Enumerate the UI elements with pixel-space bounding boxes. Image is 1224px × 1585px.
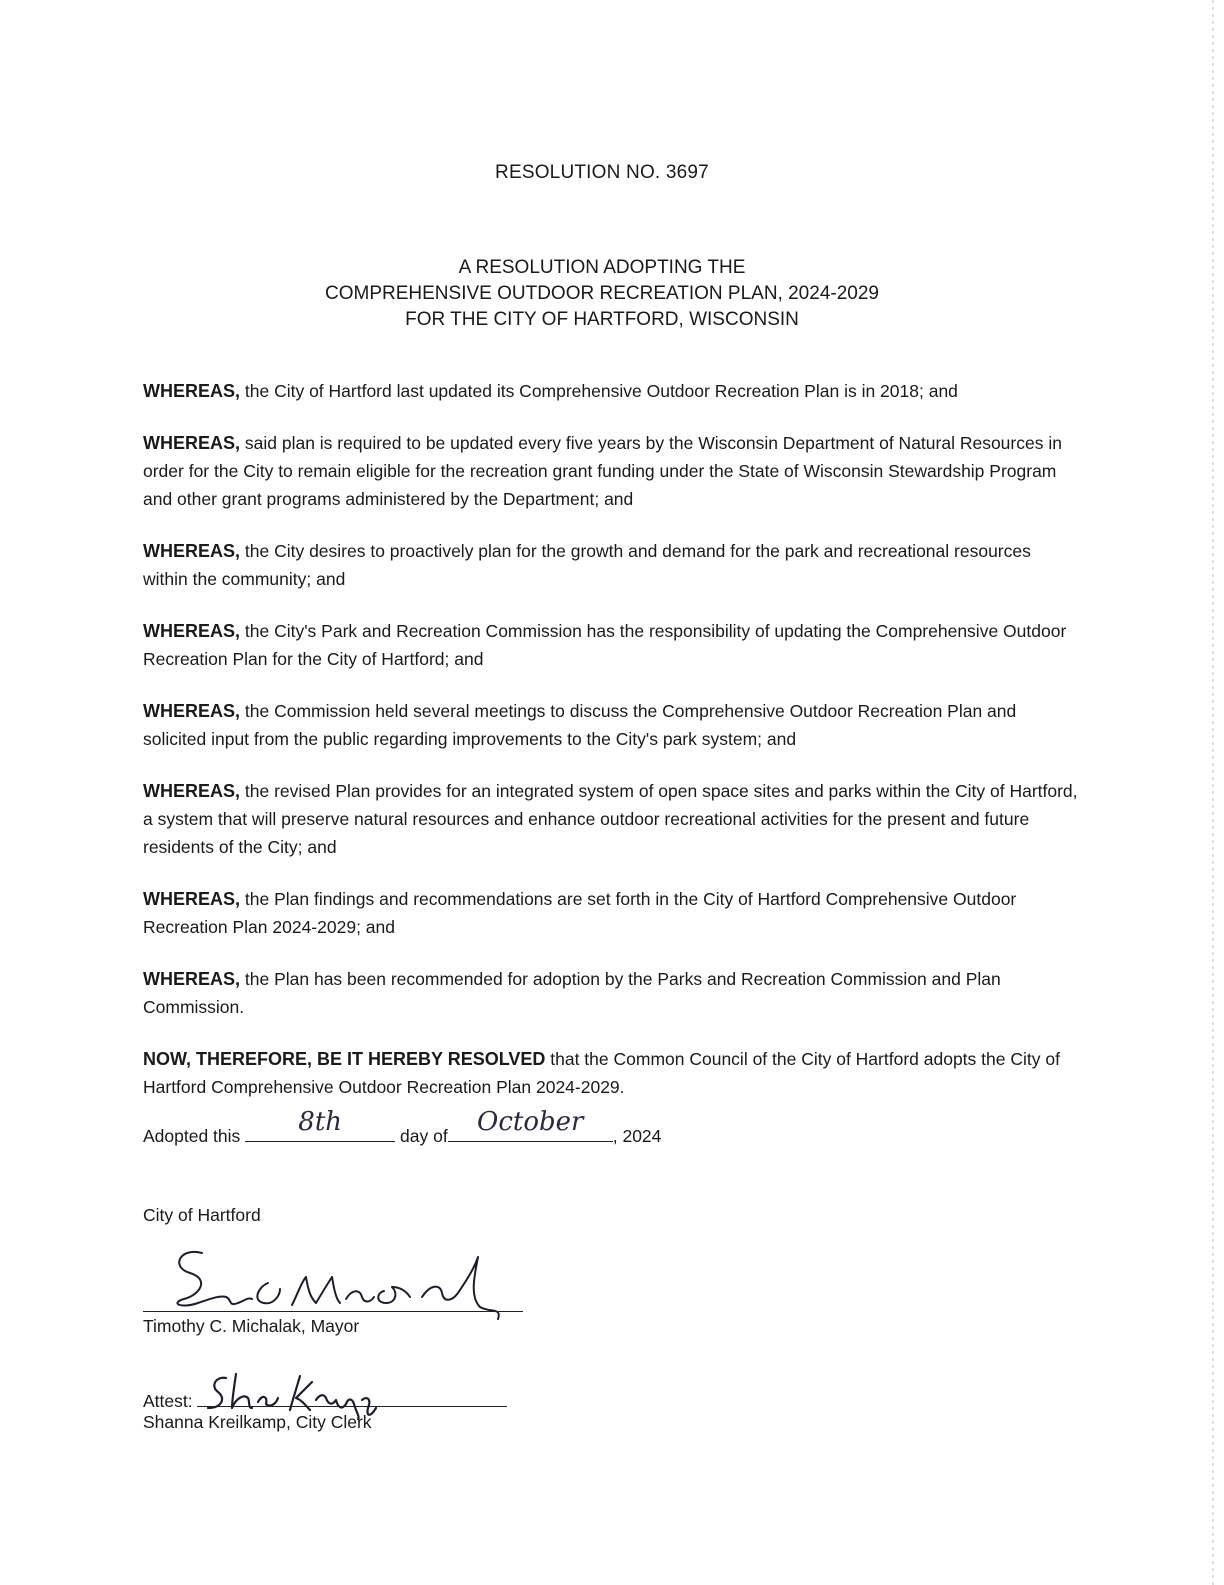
paragraph-text: said plan is required to be updated every five years by the Wisconsin Department of Natural Resources in order for the City to remain eligible for the recreation grant funding under the State of Wisconsin Stewardship Program and other grant programs administered by the Department; and — [143, 433, 1062, 509]
handwritten-month: October — [477, 1107, 584, 1137]
adopted-year: , 2024 — [612, 1126, 662, 1146]
adopted-middle: day of — [400, 1126, 448, 1146]
paragraph-lead: WHEREAS, — [143, 621, 241, 641]
paragraph-lead: WHEREAS, — [143, 381, 241, 401]
scan-edge-artifact — [1212, 0, 1214, 1585]
city-label: City of Hartford — [143, 1205, 261, 1225]
handwritten-day: 8th — [298, 1107, 343, 1137]
paragraph-text: the Plan findings and recommendations are set forth in the City of Hartford Comprehensive Outdoor Recreation Plan 2024-2029; and — [143, 889, 1017, 937]
clerk-name: Shanna Kreilkamp, City Clerk — [143, 1412, 372, 1432]
paragraph-text: the Commission held several meetings to discuss the Comprehensive Outdoor Recreation Plan and solicited input from the public regarding improvements to the City's park system; and — [143, 701, 1017, 749]
resolution-title — [0, 255, 1204, 333]
paragraph-text: the Plan has been recommended for adoption by the Parks and Recreation Commission and Plan Commission. — [143, 969, 1001, 1017]
whereas-paragraph-4 — [143, 617, 1078, 673]
whereas-paragraph-8 — [143, 965, 1078, 1021]
paragraph-lead: WHEREAS, — [143, 433, 241, 453]
paragraph-text: the City's Park and Recreation Commission has the responsibility of updating the Comprehensive Outdoor Recreation Plan for the City of Hartford; and — [143, 621, 1067, 669]
day-fill-blank — [245, 1107, 395, 1142]
paragraph-text: that the Common Council of the City of Hartford adopts the City of Hartford Comprehensive Outdoor Recreation Plan 2024-2029. — [143, 1049, 1060, 1097]
paragraph-lead: WHEREAS, — [143, 541, 241, 561]
whereas-paragraph-2 — [143, 429, 1078, 513]
whereas-paragraph-1 — [143, 377, 1078, 405]
paragraph-lead: WHEREAS, — [143, 969, 241, 989]
whereas-paragraph-3 — [143, 537, 1078, 593]
attest-label: Attest: — [143, 1391, 193, 1411]
title-line-2: COMPREHENSIVE OUTDOOR RECREATION PLAN, 2024-2029 — [325, 283, 879, 304]
resolution-number: RESOLUTION NO. 3697 — [495, 162, 709, 183]
adoption-date-line — [143, 1107, 662, 1147]
resolved-paragraph — [143, 1045, 1078, 1101]
paragraph-lead: NOW, THEREFORE, BE IT HEREBY RESOLVED — [143, 1049, 546, 1069]
mayor-signature-line — [143, 1311, 523, 1312]
resolution-body — [143, 377, 1078, 1125]
paragraph-lead: WHEREAS, — [143, 889, 241, 909]
paragraph-lead: WHEREAS, — [143, 701, 241, 721]
whereas-paragraph-6 — [143, 777, 1078, 861]
paragraph-lead: WHEREAS, — [143, 781, 241, 801]
month-fill-blank — [448, 1107, 613, 1142]
title-line-1: A RESOLUTION ADOPTING THE — [458, 257, 746, 278]
paragraph-text: the City desires to proactively plan for the growth and demand for the park and recreational resources within the community; and — [143, 541, 1031, 589]
paragraph-text: the City of Hartford last updated its Comprehensive Outdoor Recreation Plan is in 2018; and — [240, 381, 958, 401]
whereas-paragraph-7 — [143, 885, 1078, 941]
mayor-signature — [140, 1237, 560, 1327]
adopted-prefix: Adopted this — [143, 1126, 241, 1146]
paragraph-text: the revised Plan provides for an integrated system of open space sites and parks within the City of Hartford, a system that will preserve natural resources and enhance outdoor recreational activities for the present and future residents of the City; and — [143, 781, 1078, 857]
mayor-name: Timothy C. Michalak, Mayor — [143, 1316, 360, 1336]
whereas-paragraph-5 — [143, 697, 1078, 753]
title-line-3: FOR THE CITY OF HARTFORD, WISCONSIN — [405, 309, 799, 330]
